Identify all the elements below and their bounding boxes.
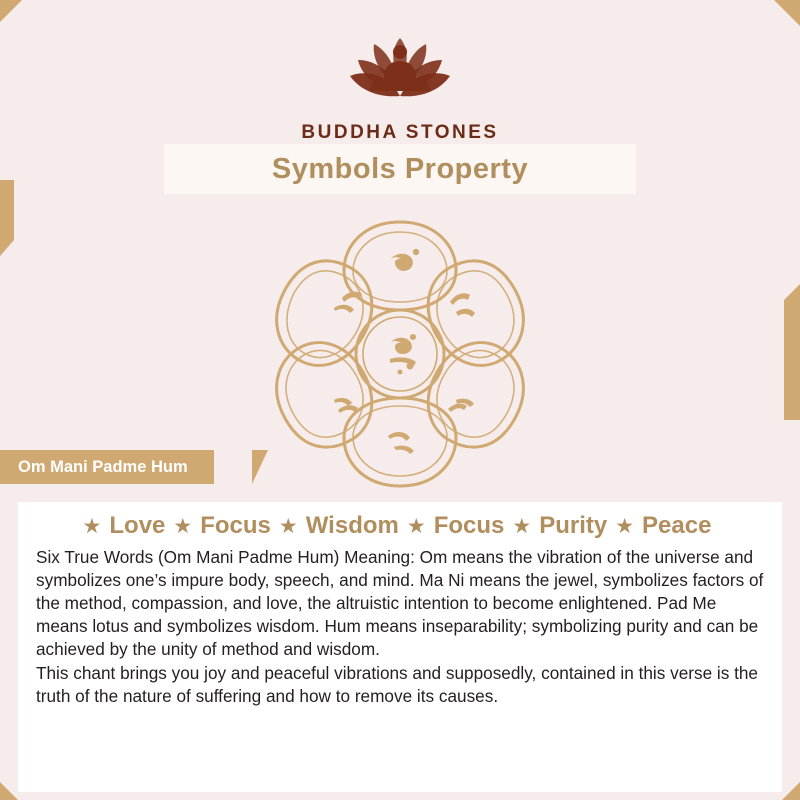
ribbon-label: Om Mani Padme Hum <box>18 457 188 476</box>
edge-accent-right <box>784 300 800 420</box>
keyword-item: Wisdom <box>305 512 399 539</box>
description-text <box>18 540 782 708</box>
edge-accent-right-taper <box>784 284 800 300</box>
edge-accent-left <box>0 180 14 240</box>
description-paragraph: Six True Words (Om Mani Padme Hum) Meaning: Om means the vibration of the universe and symbolizes one’s impure body, speech, and mind. Ma Ni means the jewel, symbolizes factors of the method, compassion, and love, the altruistic intention to become enlightened. Pad Me means lotus and symbolizes wisdom. Hum means inseparability; symbolizing purity and can be achieved by the unity of method and wisdom. <box>36 547 764 659</box>
ribbon-notch <box>252 450 268 484</box>
keyword-item: Peace <box>642 512 712 539</box>
star-icon: ★ <box>278 514 298 538</box>
description-card <box>18 502 782 792</box>
page-title-bar <box>164 144 636 194</box>
keyword-list <box>18 502 782 540</box>
lotus-meditation-icon <box>0 18 800 118</box>
keyword-item: Purity <box>539 512 608 539</box>
star-icon: ★ <box>173 514 193 538</box>
keyword-item: Love <box>109 512 166 539</box>
star-icon: ★ <box>615 514 635 538</box>
star-icon: ★ <box>406 514 426 538</box>
keyword-item: Focus <box>433 512 505 539</box>
om-mani-padme-hum-ribbon <box>0 450 214 484</box>
brand-name: BUDDHA STONES <box>301 122 499 143</box>
keyword-item: Focus <box>200 512 271 539</box>
star-icon: ★ <box>512 514 532 538</box>
brand-logo <box>0 18 800 144</box>
page-title: Symbols Property <box>271 152 529 185</box>
corner-accent-bottom-right <box>782 782 800 800</box>
edge-accent-left-taper <box>0 240 14 256</box>
corner-accent-bottom-left <box>0 782 18 800</box>
description-paragraph: This chant brings you joy and peaceful vibrations and supposedly, contained in this verse is the truth of the nature of suffering and how to remove its causes. <box>36 663 758 707</box>
star-icon: ★ <box>82 514 102 538</box>
lotus-mandala-six-syllable-icon <box>250 204 550 504</box>
